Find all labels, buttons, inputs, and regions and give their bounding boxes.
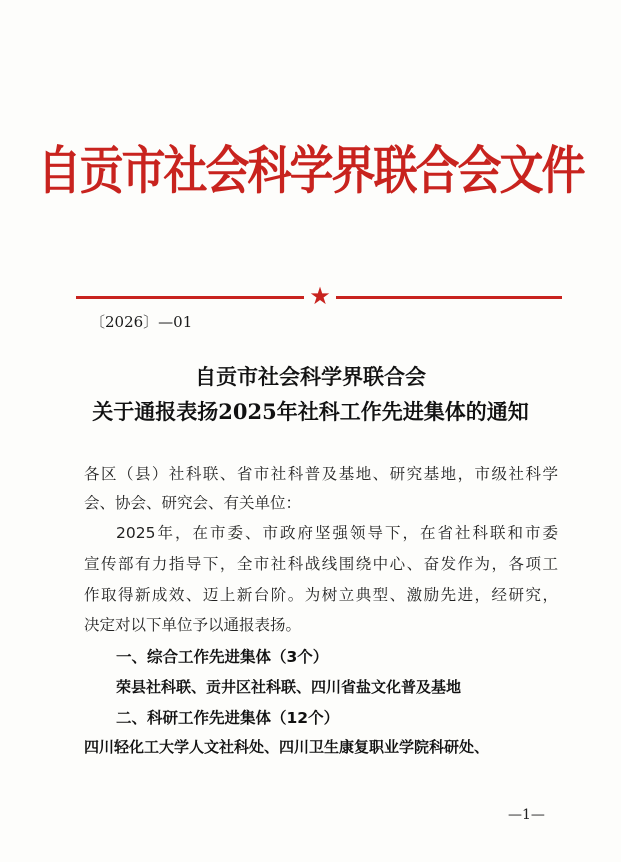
intro-line-1: 2025年，在市委、市政府坚强领导下，在省社科联和市委 [116, 524, 558, 542]
section-heading-comprehensive: 一、综合工作先进集体（3个） [116, 648, 329, 666]
red-separator-line-left [76, 296, 304, 299]
intro-line-2: 宣传部有力指导下，全市社科战线围绕中心、奋发作为，各项工 [84, 555, 558, 573]
salutation-line-2: 会、协会、研究会、有关单位： [84, 494, 302, 512]
notice-title-line-2: 关于通报表扬2025年社科工作先进集体的通知 [92, 399, 529, 424]
section-units-research: 四川轻化工大学人文社科处、四川卫生康复职业学院科研处、 [84, 738, 490, 756]
notice-title-line-1: 自贡市社会科学界联合会 [195, 364, 426, 389]
intro-line-4: 决定对以下单位予以通报表扬。 [84, 616, 302, 634]
red-separator-line-right [336, 296, 562, 299]
red-star-icon: ★ [309, 282, 331, 310]
document-number: 〔2026〕—01 [90, 313, 193, 331]
section-units-comprehensive: 荣县社科联、贡井区社科联、四川省盐文化普及基地 [116, 678, 462, 696]
section-heading-research: 二、科研工作先进集体（12个） [116, 709, 340, 727]
document-masthead: 自贡市社会科学界联合会文件 [37, 141, 584, 202]
salutation-line-1: 各区（县）社科联、省市社科普及基地、研究基地，市级社科学 [84, 465, 558, 483]
page-number: —1— [508, 807, 545, 823]
intro-line-3: 作取得新成效、迈上新台阶。为树立典型、激励先进，经研究， [84, 586, 558, 604]
